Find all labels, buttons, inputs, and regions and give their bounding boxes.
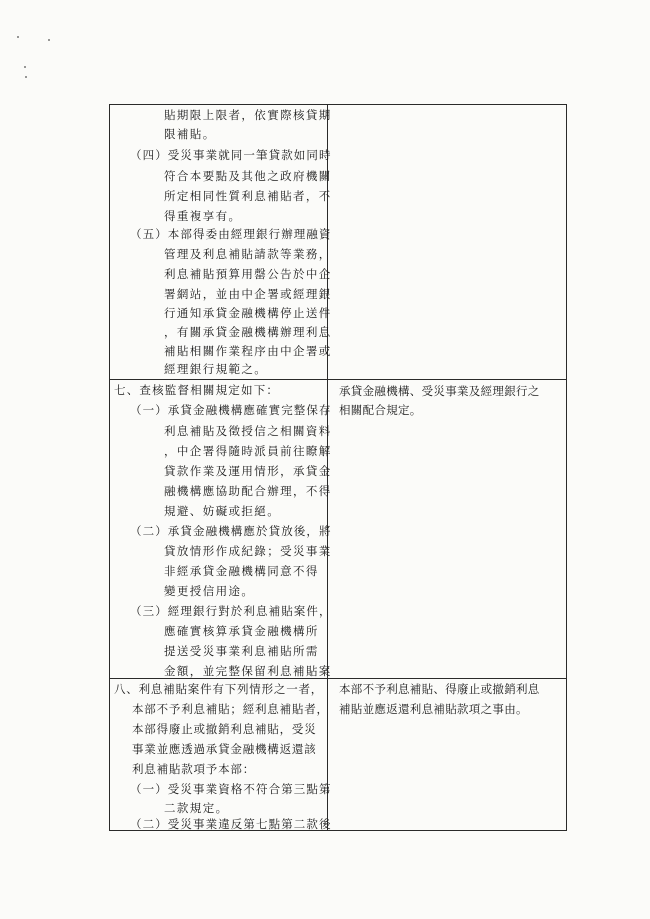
text-line: （一）承貸金融機構應確實完整保存 [130,403,332,417]
scan-speck [24,66,26,68]
text-line: 署網站，並由中企署或經理銀 [164,287,332,301]
text-line: 符合本要點及其他之政府機關 [164,169,332,183]
text-line: （五）本部得委由經理銀行辦理融資 [130,227,332,241]
scan-speck [25,76,27,78]
text-line: 利息補貼款項予本部： [132,762,255,776]
text-line: （四）受災事業就同一筆貸款如同時 [130,148,332,162]
text-line: 利息補貼預算用罄公告於中企 [164,267,332,281]
text-line: 本部不予利息補貼；經利息補貼者， [132,702,329,716]
text-line: 規避、妨礙或拒絕。 [164,504,281,518]
text-line: 補貼並應返還利息補貼款項之事由。 [339,702,528,716]
text-line: 管理及利息補貼請款等業務， [164,247,332,261]
text-line: 八、利息補貼案件有下列情形之一者， [114,682,324,696]
text-line: ，有關承貸金融機構辦理利息 [164,325,332,339]
text-line: 承貸金融機構、受災事業及經理銀行之 [339,384,540,398]
text-line: 本部不予利息補貼、得廢止或撤銷利息 [339,682,540,696]
text-line: 貼期限上限者，依實際核貸期 [164,108,332,122]
text-line: 融機構應協助配合辦理，不得 [164,484,332,498]
text-line: 相關配合規定。 [339,403,422,417]
text-line: 提送受災事業利息補貼所需 [164,644,319,658]
text-line: ，中企署得隨時派員前往瞭解 [164,444,332,458]
text-line: 應確實核算承貸金融機構所 [164,624,319,638]
text-line: 行通知承貸金融機構停止送件 [164,306,332,320]
text-line: 限補貼。 [164,127,216,141]
text-line: 二款規定。 [164,801,229,815]
text-line: 所定相同性質利息補貼者，不 [164,189,332,203]
text-line: 經理銀行規範之。 [164,362,268,376]
text-line: 貸放情形作成紀錄；受災事業 [164,544,332,558]
regulation-table [109,104,567,831]
text-line: 金額，並完整保留利息補貼案 [164,664,332,678]
text-line: 非經承貸金融機構同意不得 [164,564,319,578]
text-line: 得重複享有。 [164,209,242,223]
text-line: （一）受災事業資格不符合第三點第 [130,782,332,796]
text-line: 事業並應透過承貸金融機構返還該 [132,742,317,756]
text-line: 補貼相關作業程序由中企署或 [164,344,332,358]
text-line: （二）受災事業違反第七點第二款後 [130,817,332,831]
text-line: （二）承貸金融機構應於貸放後，將 [130,524,332,538]
text-line: 變更授信用途。 [164,584,255,598]
text-line: 七、查核監督相關規定如下： [114,383,280,397]
scan-speck [17,36,19,38]
text-line: 利息補貼及徵授信之相關資料 [164,424,332,438]
row-divider [110,678,566,679]
row-divider [110,379,566,380]
text-line: 本部得廢止或撤銷利息補貼，受災 [132,722,317,736]
text-line: （三）經理銀行對於利息補貼案件， [130,604,332,618]
scan-speck [48,39,50,41]
text-line: 貸款作業及運用情形，承貸金 [164,464,332,478]
